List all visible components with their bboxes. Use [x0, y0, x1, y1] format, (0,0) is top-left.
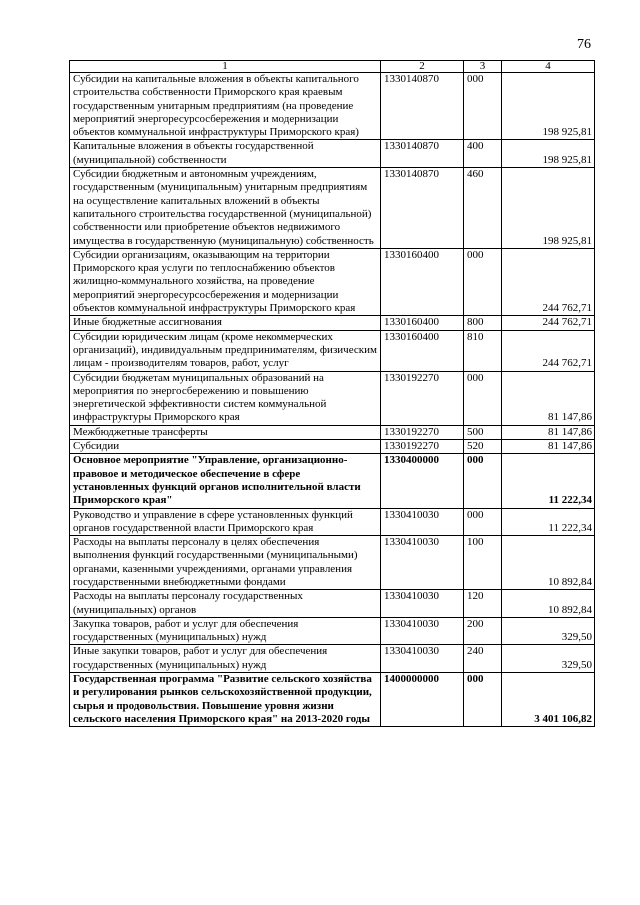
column-number-4: 4	[502, 61, 595, 73]
amount-cell: 11 222,34	[502, 508, 595, 536]
table-row	[70, 508, 595, 536]
expense-name-cell: Субсидии бюджетам муниципальных образований на мероприятия по энергосбережению и повышению энергетической эффективности систем коммунальной инфраструктуры Приморского края	[70, 371, 381, 425]
table-row	[70, 440, 595, 454]
expense-name-cell: Закупка товаров, работ и услуг для обеспечения государственных (муниципальных) нужд	[70, 617, 381, 645]
expense-name-cell: Расходы на выплаты персоналу в целях обеспечения выполнения функций государственными (муниципальными) органами, казенными учреждениями, органами управления государственными внебюджетными фондами	[70, 536, 381, 590]
table-row	[70, 73, 595, 140]
target-code-cell: 1400000000	[381, 673, 464, 727]
expense-name-cell: Субсидии юридическим лицам (кроме некоммерческих организаций), индивидуальным предпринимателям, физическим лицам - производителям товаров, работ, услуг	[70, 330, 381, 371]
amount-cell: 81 147,86	[502, 371, 595, 425]
expense-name-cell: Субсидии	[70, 440, 381, 454]
target-code-cell: 1330140870	[381, 140, 464, 168]
amount-cell: 81 147,86	[502, 425, 595, 439]
column-number-3: 3	[464, 61, 502, 73]
expense-name-cell: Капитальные вложения в объекты государственной (муниципальной) собственности	[70, 140, 381, 168]
budget-table	[69, 60, 595, 727]
expense-type-cell: 000	[464, 508, 502, 536]
table-row	[70, 536, 595, 590]
amount-cell: 329,50	[502, 617, 595, 645]
expense-type-cell: 400	[464, 140, 502, 168]
amount-cell: 11 222,34	[502, 454, 595, 508]
expense-name-cell: Основное мероприятие "Управление, организационно-правовое и методическое обеспечение в сфере установленных функций органов исполнительной власти Приморского края"	[70, 454, 381, 508]
expense-name-cell: Межбюджетные трансферты	[70, 425, 381, 439]
expense-type-cell: 000	[464, 454, 502, 508]
expense-type-cell: 200	[464, 617, 502, 645]
table-row	[70, 316, 595, 330]
expense-type-cell: 000	[464, 673, 502, 727]
target-code-cell: 1330192270	[381, 371, 464, 425]
expense-type-cell: 800	[464, 316, 502, 330]
target-code-cell: 1330410030	[381, 645, 464, 673]
table-row	[70, 140, 595, 168]
table-row	[70, 371, 595, 425]
budget-table-body	[70, 61, 595, 727]
expense-name-cell: Руководство и управление в сфере установленных функций органов государственной власти Приморского края	[70, 508, 381, 536]
expense-name-cell: Субсидии бюджетным и автономным учреждениям, государственным (муниципальным) унитарным предприятиям на осуществление капитальных вложений в объекты капитального строительства государственной (муниципальной) собственности или приобретение объектов недвижимого имущества в государственную (муниципальную) собственность	[70, 168, 381, 249]
expense-type-cell: 460	[464, 168, 502, 249]
target-code-cell: 1330410030	[381, 617, 464, 645]
page-number: 76	[577, 37, 591, 52]
amount-cell: 329,50	[502, 645, 595, 673]
column-number-1: 1	[70, 61, 381, 73]
expense-name-cell: Расходы на выплаты персоналу государственных (муниципальных) органов	[70, 590, 381, 618]
target-code-cell: 1330410030	[381, 536, 464, 590]
amount-cell: 244 762,71	[502, 316, 595, 330]
amount-cell: 3 401 106,82	[502, 673, 595, 727]
target-code-cell: 1330160400	[381, 316, 464, 330]
column-number-row	[70, 61, 595, 73]
amount-cell: 10 892,84	[502, 536, 595, 590]
target-code-cell: 1330160400	[381, 248, 464, 315]
expense-type-cell: 810	[464, 330, 502, 371]
expense-type-cell: 240	[464, 645, 502, 673]
expense-type-cell: 100	[464, 536, 502, 590]
table-row	[70, 425, 595, 439]
target-code-cell: 1330410030	[381, 590, 464, 618]
expense-name-cell: Субсидии на капитальные вложения в объекты капитального строительства собственности Приморского края краевым государственным унитарным предприятиям (на проведение мероприятий энергоресурсосбережения и модернизации объектов коммунальной инфраструктуры Приморского края)	[70, 73, 381, 140]
target-code-cell: 1330192270	[381, 440, 464, 454]
expense-type-cell: 520	[464, 440, 502, 454]
expense-type-cell: 000	[464, 73, 502, 140]
amount-cell: 244 762,71	[502, 330, 595, 371]
target-code-cell: 1330192270	[381, 425, 464, 439]
table-row	[70, 248, 595, 315]
amount-cell: 10 892,84	[502, 590, 595, 618]
expense-name-cell: Государственная программа "Развитие сельского хозяйства и регулирования рынков сельскохозяйственной продукции, сырья и продовольствия. Повышение уровня жизни сельского населения Приморского края" на 2013-2020 годы	[70, 673, 381, 727]
expense-type-cell: 500	[464, 425, 502, 439]
expense-name-cell: Субсидии организациям, оказывающим на территории Приморского края услуги по теплоснабжению объектов жилищно-коммунального хозяйства, на проведение мероприятий энергоресурсосбережения и модернизации объектов коммунальной инфраструктуры Приморского края	[70, 248, 381, 315]
amount-cell: 244 762,71	[502, 248, 595, 315]
table-row	[70, 645, 595, 673]
amount-cell: 198 925,81	[502, 73, 595, 140]
amount-cell: 198 925,81	[502, 140, 595, 168]
expense-type-cell: 000	[464, 248, 502, 315]
target-code-cell: 1330400000	[381, 454, 464, 508]
amount-cell: 198 925,81	[502, 168, 595, 249]
table-row	[70, 168, 595, 249]
target-code-cell: 1330410030	[381, 508, 464, 536]
expense-type-cell: 120	[464, 590, 502, 618]
target-code-cell: 1330140870	[381, 73, 464, 140]
amount-cell: 81 147,86	[502, 440, 595, 454]
table-row	[70, 590, 595, 618]
expense-name-cell: Иные бюджетные ассигнования	[70, 316, 381, 330]
expense-name-cell: Иные закупки товаров, работ и услуг для обеспечения государственных (муниципальных) нужд	[70, 645, 381, 673]
column-number-2: 2	[381, 61, 464, 73]
expense-type-cell: 000	[464, 371, 502, 425]
table-row	[70, 454, 595, 508]
table-row	[70, 330, 595, 371]
table-row	[70, 673, 595, 727]
target-code-cell: 1330140870	[381, 168, 464, 249]
table-row	[70, 617, 595, 645]
target-code-cell: 1330160400	[381, 330, 464, 371]
